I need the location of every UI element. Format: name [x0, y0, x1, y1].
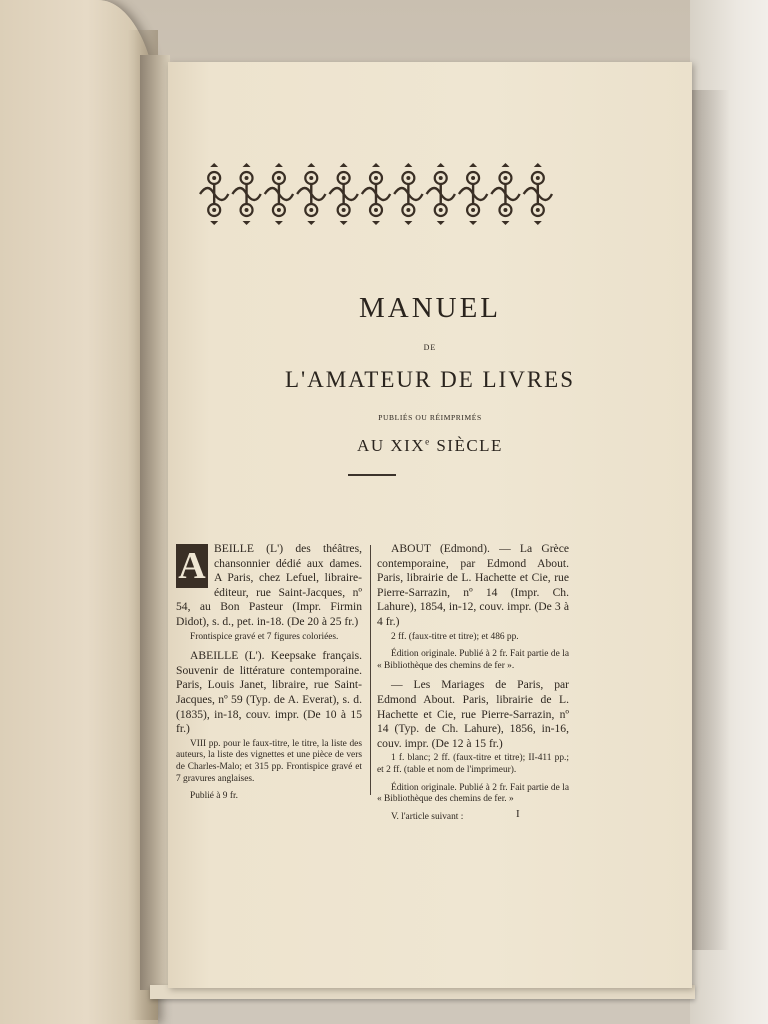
book-shadow [690, 90, 730, 950]
title-amateur-de-livres: L'AMATEUR DE LIVRES [284, 367, 576, 392]
note-blanc: 1 f. blanc; 2 ff. (faux-titre et titre); II-411 pp.; et 2 ff. (table et nom de l'imprimeur). [377, 753, 569, 775]
title-de: DE [423, 343, 437, 352]
title-siecle [168, 436, 692, 456]
note-edition-originale-1: Édition originale. Publié à 2 fr. Fait partie de la « Bibliothèque des chemins de fer ». [377, 649, 569, 671]
title-manuel: MANUEL [358, 292, 502, 324]
title-siecle-sup: e [425, 436, 431, 447]
entry-about-grece: ABOUT (Edmond). — La Grèce contemporaine, par Edmond About. Paris, librairie de L. Hachette et Cie, rue Pierre-Sarrazin, nº 14 (Impr. Ch. Lahure), 1854, in-12, couv. impr. (De 3 à 4 fr.) [377, 542, 569, 628]
dropcap-letter: A [176, 544, 208, 588]
page-number: I [516, 808, 520, 820]
ornament-band [198, 163, 554, 225]
title-rule [348, 474, 396, 476]
entry-about-mariages: — Les Mariages de Paris, par Edmond About. Paris, librairie de L. Hachette et Cie, rue Pierre-Sarrazin, nº 14 (Typ. de Ch. Lahure), 1856, in-16, couv. impr. (De 12 à 15 fr.) [377, 678, 569, 750]
note-publie: Publié à 9 fr. [190, 791, 238, 802]
entry-abeille-keepsake: ABEILLE (L'). Keepsake français. Souvenir de littérature contemporaine. Paris, Louis Janet, libraire, rue Saint-Jacques, nº 59 (Typ. de A. Everat), s. d. (1835), in-18, couv. impr. (De 10 à 15 fr.) [176, 649, 362, 736]
column-divider [370, 545, 371, 795]
title-siecle-main: AU XIX [357, 436, 426, 455]
note-pages: VIII pp. pour le faux-titre, le titre, la liste des auteurs, la liste des vignettes et une pièce de vers de Charles-Malo; et 315 pp. Frontispice gravé et 7 gravures anglaises. [176, 738, 362, 784]
left-column [176, 542, 362, 809]
note-article-suivant: V. l'article suivant : [391, 811, 464, 822]
right-column [377, 542, 569, 829]
title-siecle-end: SIÈCLE [430, 436, 503, 455]
note-edition-originale-2: Édition originale. Publié à 2 fr. Fait partie de la « Bibliothèque des chemins de fer. » [377, 782, 569, 805]
book-gutter [140, 55, 170, 990]
entry-abeille-theatres: BEILLE (L') des théâtres, chansonnier dédié aux dames. A Paris, chez Lefuel, libraire-éditeur, rue Saint-Jacques, nº 54, au Bon Pasteur (Impr. Firmin Didot), s. d., pet. in-18. (De 20 à 25 fr.) [176, 542, 362, 628]
note-frontispice: Frontispice gravé et 7 figures coloriées. [190, 631, 339, 642]
note-ff-titre: 2 ff. (faux-titre et titre); et 486 pp. [391, 631, 519, 642]
title-publies: PUBLIÉS OU RÉIMPRIMÉS [378, 413, 482, 422]
